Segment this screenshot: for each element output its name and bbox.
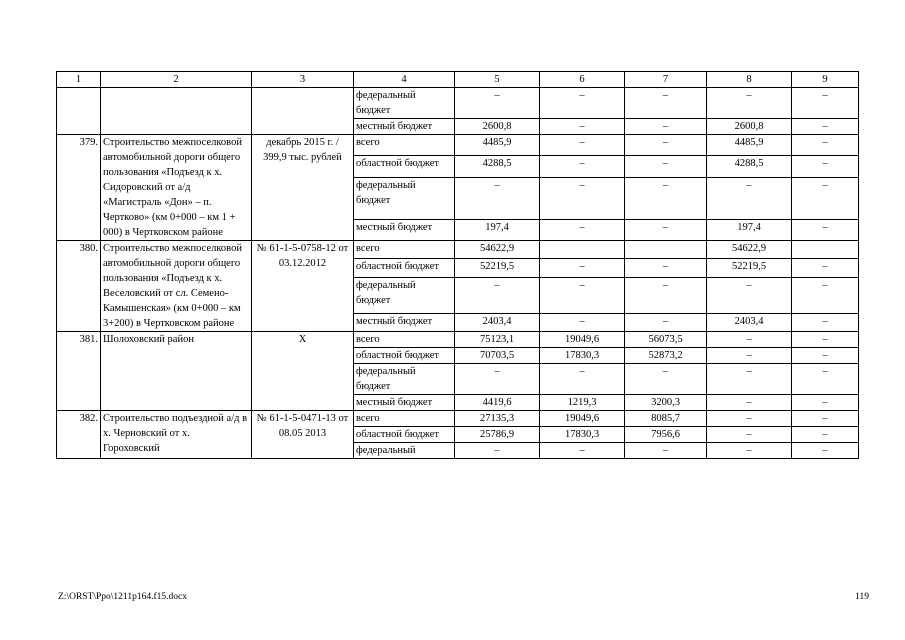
value-cell: 52219,5 <box>455 259 540 277</box>
value-cell: – <box>625 88 707 119</box>
value-cell: 1219,3 <box>540 395 625 411</box>
value-cell: – <box>792 277 859 313</box>
value-cell: – <box>625 119 707 135</box>
object-name: Строительство подъездной а/д в х. Черновский от х. Гороховский <box>101 411 252 459</box>
value-cell: 54622,9 <box>707 241 792 259</box>
value-cell: 17830,3 <box>540 427 625 443</box>
registration <box>252 88 354 135</box>
table-row <box>57 88 859 119</box>
budget-category: всего <box>354 241 455 259</box>
value-cell: 52873,2 <box>625 348 707 364</box>
registration: № 61-1-5-0471-13 от 08.05 2013 <box>252 411 354 459</box>
value-cell: – <box>625 443 707 459</box>
budget-category: областной бюджет <box>354 156 455 177</box>
value-cell: – <box>540 313 625 331</box>
value-cell: – <box>625 277 707 313</box>
value-cell: 56073,5 <box>625 332 707 348</box>
budget-category: всего <box>354 135 455 156</box>
budget-category: областной бюджет <box>354 427 455 443</box>
value-cell: 19049,6 <box>540 332 625 348</box>
value-cell: – <box>792 348 859 364</box>
budget-category: федеральный бюджет <box>354 277 455 313</box>
value-cell: – <box>707 411 792 427</box>
value-cell: 197,4 <box>455 219 540 241</box>
value-cell: 70703,5 <box>455 348 540 364</box>
value-cell: – <box>455 88 540 119</box>
budget-category: областной бюджет <box>354 259 455 277</box>
value-cell: – <box>625 313 707 331</box>
value-cell: – <box>625 259 707 277</box>
value-cell: – <box>625 156 707 177</box>
value-cell: – <box>455 364 540 395</box>
value-cell: – <box>707 427 792 443</box>
row-number: 382. <box>57 411 101 459</box>
column-header-7: 7 <box>625 72 707 88</box>
object-name: Строительство межпоселковой автомобильной дороги общего пользования «Подъезд к х. Сидоровский от а/д «Магистраль «Дон» – п. Чертково» (км 0+000 – км 1 + 000) в Чертковском районе <box>101 135 252 241</box>
value-cell: – <box>792 364 859 395</box>
value-cell: – <box>540 119 625 135</box>
object-name: Шолоховский район <box>101 332 252 411</box>
value-cell: 17830,3 <box>540 348 625 364</box>
value-cell: – <box>540 364 625 395</box>
value-cell: – <box>455 277 540 313</box>
table-row <box>57 241 859 259</box>
registration: декабрь 2015 г. / 399,9 тыс. рублей <box>252 135 354 241</box>
value-cell: – <box>707 443 792 459</box>
value-cell: – <box>707 332 792 348</box>
budget-category: областной бюджет <box>354 348 455 364</box>
value-cell: 54622,9 <box>455 241 540 259</box>
table-row <box>57 411 859 427</box>
table-row <box>57 332 859 348</box>
value-cell: – <box>792 135 859 156</box>
column-header-2: 2 <box>101 72 252 88</box>
registration: № 61-1-5-0758-12 от 03.12.2012 <box>252 241 354 332</box>
value-cell: 25786,9 <box>455 427 540 443</box>
value-cell: 52219,5 <box>707 259 792 277</box>
value-cell: 4288,5 <box>707 156 792 177</box>
row-number: 380. <box>57 241 101 332</box>
value-cell: – <box>707 395 792 411</box>
budget-category: федеральный бюджет <box>354 177 455 219</box>
column-header-5: 5 <box>455 72 540 88</box>
value-cell: – <box>707 177 792 219</box>
value-cell: – <box>792 313 859 331</box>
value-cell: 7956,6 <box>625 427 707 443</box>
column-header-6: 6 <box>540 72 625 88</box>
budget-table <box>56 71 859 459</box>
value-cell: – <box>540 219 625 241</box>
budget-category: местный бюджет <box>354 219 455 241</box>
value-cell: – <box>792 411 859 427</box>
object-name: Строительство межпоселковой автомобильной дороги общего пользования «Подъезд к х. Веселовский от сл. Семено-Камышенская» (км 0+000 – км 3+200) в Чертковском районе <box>101 241 252 332</box>
value-cell: – <box>540 277 625 313</box>
column-header-8: 8 <box>707 72 792 88</box>
column-header-3: 3 <box>252 72 354 88</box>
column-header-1: 1 <box>57 72 101 88</box>
value-cell: – <box>540 156 625 177</box>
value-cell: 4288,5 <box>455 156 540 177</box>
value-cell: 2403,4 <box>455 313 540 331</box>
value-cell: – <box>707 348 792 364</box>
value-cell: – <box>707 277 792 313</box>
value-cell: 4485,9 <box>455 135 540 156</box>
budget-category: местный бюджет <box>354 395 455 411</box>
value-cell <box>625 241 707 259</box>
value-cell: 2600,8 <box>455 119 540 135</box>
row-number <box>57 88 101 135</box>
budget-category: федеральный бюджет <box>354 88 455 119</box>
value-cell: – <box>625 177 707 219</box>
table-row <box>57 135 859 156</box>
object-name <box>101 88 252 135</box>
value-cell: – <box>540 177 625 219</box>
value-cell: – <box>625 364 707 395</box>
value-cell: – <box>455 443 540 459</box>
value-cell: 27135,3 <box>455 411 540 427</box>
value-cell: – <box>792 443 859 459</box>
value-cell: – <box>792 427 859 443</box>
value-cell: – <box>792 177 859 219</box>
value-cell: 2600,8 <box>707 119 792 135</box>
file-path: Z:\ORST\Ppo\1211p164.f15.docx <box>58 592 187 602</box>
value-cell: – <box>792 332 859 348</box>
value-cell: – <box>792 88 859 119</box>
value-cell: – <box>540 88 625 119</box>
value-cell: – <box>792 156 859 177</box>
column-header-9: 9 <box>792 72 859 88</box>
value-cell: – <box>540 443 625 459</box>
value-cell: – <box>792 119 859 135</box>
value-cell: – <box>792 395 859 411</box>
value-cell: – <box>707 88 792 119</box>
value-cell: 2403,4 <box>707 313 792 331</box>
value-cell: 197,4 <box>707 219 792 241</box>
value-cell: 75123,1 <box>455 332 540 348</box>
value-cell: – <box>540 135 625 156</box>
page-number: 119 <box>855 592 869 602</box>
value-cell: 4419,6 <box>455 395 540 411</box>
value-cell: 3200,3 <box>625 395 707 411</box>
value-cell: – <box>455 177 540 219</box>
value-cell: – <box>792 259 859 277</box>
budget-category: всего <box>354 332 455 348</box>
value-cell: – <box>625 135 707 156</box>
budget-category: местный бюджет <box>354 119 455 135</box>
row-number: 379. <box>57 135 101 241</box>
budget-category: федеральный бюджет <box>354 364 455 395</box>
row-number: 381. <box>57 332 101 411</box>
value-cell: – <box>540 259 625 277</box>
value-cell: 8085,7 <box>625 411 707 427</box>
header-row <box>57 72 859 88</box>
value-cell: 19049,6 <box>540 411 625 427</box>
value-cell: 4485,9 <box>707 135 792 156</box>
value-cell: – <box>792 219 859 241</box>
value-cell <box>792 241 859 259</box>
budget-category: всего <box>354 411 455 427</box>
registration: Х <box>252 332 354 411</box>
column-header-4: 4 <box>354 72 455 88</box>
value-cell: – <box>707 364 792 395</box>
value-cell: – <box>625 219 707 241</box>
budget-category: местный бюджет <box>354 313 455 331</box>
budget-category: федеральный <box>354 443 455 459</box>
value-cell <box>540 241 625 259</box>
